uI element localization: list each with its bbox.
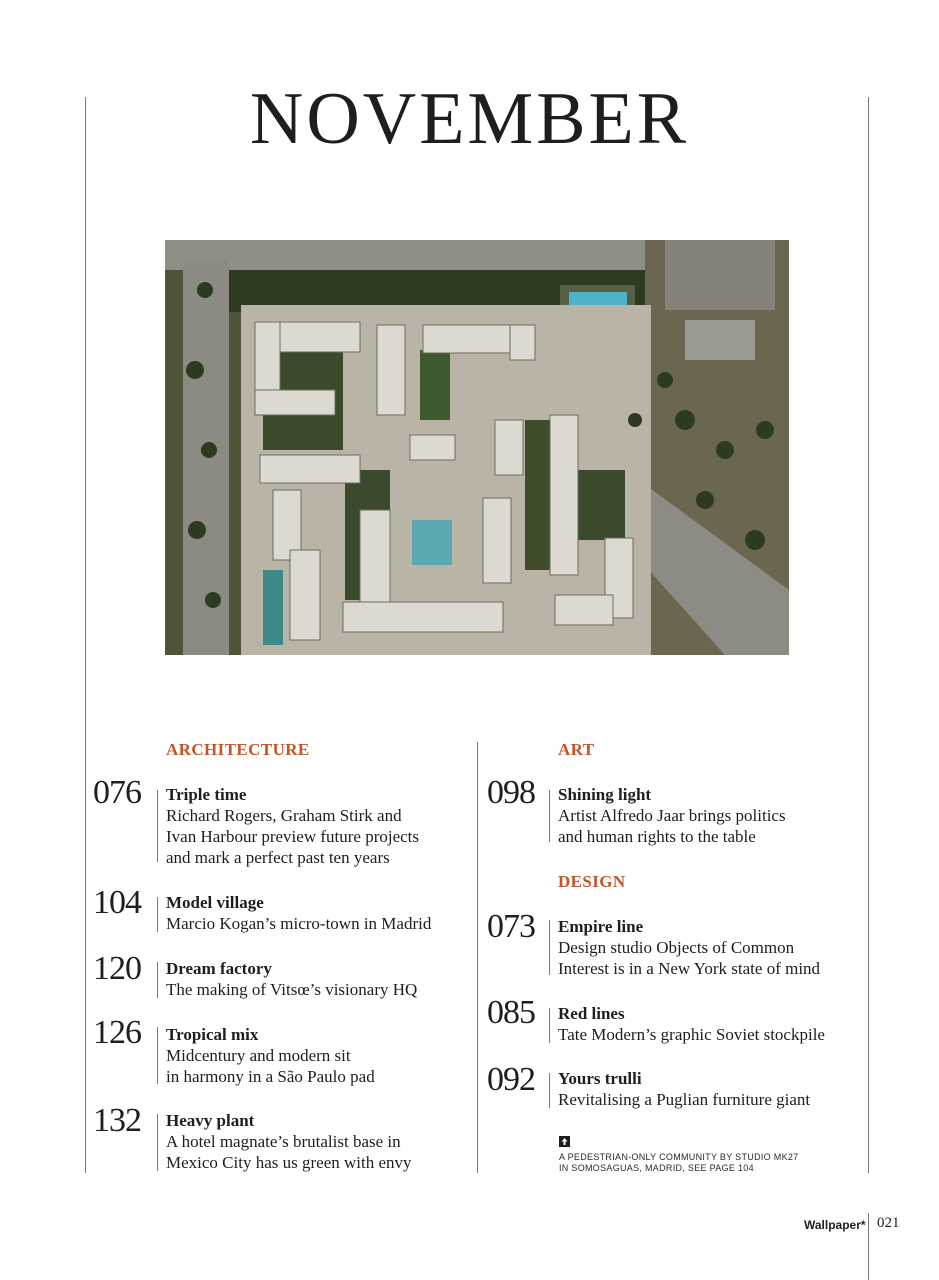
- section-heading-architecture: ARCHITECTURE: [166, 740, 310, 759]
- entry-title: Yours trulli: [558, 1069, 642, 1088]
- entry-rule: [549, 1073, 550, 1108]
- entry-title: Dream factory: [166, 959, 272, 978]
- left-margin-rule: [85, 97, 86, 1173]
- entry-title: Red lines: [558, 1004, 625, 1023]
- entry-rule: [549, 790, 550, 842]
- entry-text: [166, 784, 419, 868]
- section-heading-design: DESIGN: [558, 872, 626, 891]
- entry-description-line: Mexico City has us green with envy: [166, 1153, 412, 1172]
- entry-rule: [157, 897, 158, 932]
- section-heading-art: ART: [558, 740, 595, 759]
- entry-description-line: Interest is in a New York state of mind: [558, 959, 821, 978]
- entry-rule: [157, 790, 158, 862]
- entry-text: [166, 1110, 412, 1173]
- entry-page-number: 073: [487, 908, 535, 945]
- entry-description-line: Artist Alfredo Jaar brings politics: [558, 806, 786, 825]
- entry-text: [558, 784, 786, 847]
- caption-line: A PEDESTRIAN-ONLY COMMUNITY BY STUDIO MK27: [559, 1152, 799, 1162]
- entry-text: [166, 958, 417, 1000]
- entry-page-number: 132: [93, 1102, 141, 1139]
- entry-page-number: 120: [93, 950, 141, 987]
- entry-title: Heavy plant: [166, 1111, 255, 1130]
- footer-divider-rule: [868, 1213, 869, 1280]
- entry-page-number: 098: [487, 774, 535, 811]
- entry-text: [166, 892, 431, 934]
- arrow-up-icon: [559, 1136, 570, 1147]
- entry-title: Tropical mix: [166, 1025, 259, 1044]
- page-title: NOVEMBER: [249, 78, 690, 160]
- entry-description-line: Tate Modern’s graphic Soviet stockpile: [558, 1025, 825, 1044]
- entry-rule: [157, 1027, 158, 1084]
- right-margin-rule: [868, 97, 869, 1173]
- entry-page-number: 104: [93, 884, 141, 921]
- caption-line: IN SOMOSAGUAS, MADRID, SEE PAGE 104: [559, 1163, 754, 1173]
- entry-description-line: and human rights to the table: [558, 827, 756, 846]
- entry-description-line: The making of Vitsœ’s visionary HQ: [166, 980, 418, 999]
- entry-page-number: 126: [93, 1014, 141, 1051]
- entry-title: Empire line: [558, 917, 644, 936]
- footer-page-number: 021: [877, 1215, 900, 1231]
- entry-title: Shining light: [558, 785, 652, 804]
- entry-description-line: Richard Rogers, Graham Stirk and: [166, 806, 402, 825]
- entry-description-line: Revitalising a Puglian furniture giant: [558, 1090, 811, 1109]
- footer-brand: Wallpaper*: [804, 1218, 866, 1232]
- entry-description-line: Marcio Kogan’s micro-town in Madrid: [166, 914, 432, 933]
- entry-text: [166, 1024, 375, 1087]
- entry-title: Triple time: [166, 785, 247, 804]
- entry-description-line: A hotel magnate’s brutalist base in: [166, 1132, 401, 1151]
- entry-description-line: and mark a perfect past ten years: [166, 848, 390, 867]
- entry-page-number: 092: [487, 1061, 535, 1098]
- entry-description-line: Design studio Objects of Common: [558, 938, 795, 957]
- entry-text: [558, 916, 820, 979]
- entry-rule: [549, 1008, 550, 1043]
- entry-text: [558, 1003, 825, 1045]
- entry-description-line: in harmony in a São Paulo pad: [166, 1067, 375, 1086]
- entry-rule: [549, 920, 550, 975]
- entry-text: [558, 1068, 810, 1110]
- entry-rule: [157, 962, 158, 998]
- column-divider-rule: [477, 742, 478, 1173]
- entry-title: Model village: [166, 893, 264, 912]
- photo-caption: [559, 1152, 798, 1174]
- entry-page-number: 085: [487, 994, 535, 1031]
- hero-image: [165, 240, 789, 655]
- entry-rule: [157, 1114, 158, 1171]
- entry-description-line: Ivan Harbour preview future projects: [166, 827, 420, 846]
- entry-description-line: Midcentury and modern sit: [166, 1046, 351, 1065]
- entry-page-number: 076: [93, 774, 141, 811]
